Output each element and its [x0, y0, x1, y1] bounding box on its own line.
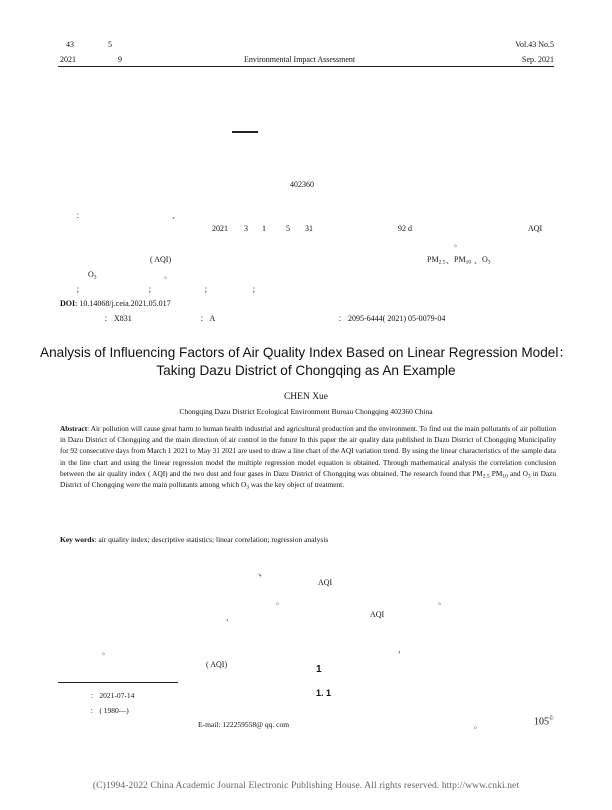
header-volume-en: Vol.43 No.5: [515, 40, 554, 49]
header-journal-en: Environmental Impact Assessment: [244, 55, 356, 64]
author-en: CHEN Xue: [283, 392, 329, 402]
keywords-en: Key words: air quality index; descriptive statistics; linear correlation; regression analysis: [60, 535, 329, 544]
body-aqi-1: AQI: [318, 578, 333, 587]
body-dot-2: 。: [438, 597, 446, 606]
clc-number: ： X831: [104, 314, 132, 323]
footnote-end-dot: 。: [474, 721, 482, 730]
page-number: 105©: [534, 716, 554, 728]
abstract-cn-dot2: 。: [164, 271, 172, 280]
header-date-en: Sep. 2021: [522, 55, 554, 64]
abstract-cn-days: 92 d: [398, 224, 412, 233]
article-title-en: Analysis of Influencing Factors of Air Quality Index Based on Linear Regression Model：Taking Dazu District of Chongqing as An Example: [40, 345, 572, 378]
abstract-cn-aqi: AQI: [528, 224, 543, 233]
abstract-cn-o3-b: $O_3$: [88, 270, 97, 281]
body-aqi-2: AQI: [370, 610, 385, 619]
footnote-rule: [58, 682, 178, 683]
abstract-cn-o3: $O_3$: [482, 255, 491, 266]
affiliation-en: Chongqing Dazu District Ecological Environment Bureau Chongqing 402360 China: [179, 407, 433, 416]
abstract-cn-dot1: 。: [454, 239, 462, 248]
abstract-cn-sep1: 、: [446, 256, 454, 265]
cnki-footer-notice: (C)1994-2022 China Academic Journal Electronic Publishing House. All rights reserved. http://www.cnki.net: [92, 781, 520, 791]
section-heading-1: 1: [316, 664, 322, 675]
keywords-label: Key words: [60, 535, 95, 544]
postcode: 402360: [290, 180, 314, 189]
body-comma-2: ，: [398, 645, 406, 654]
header-issue-cn: 5: [108, 40, 112, 49]
footnote-received-date: ： 2021-07-14: [90, 691, 135, 700]
abstract-cn-dun: 、: [172, 211, 180, 220]
abstract-cn-pm25: $PM_{2.5}$: [427, 255, 446, 266]
abstract-cn-pm10: $PM_{10}$: [454, 255, 472, 266]
section-heading-1-1: 1. 1: [316, 688, 332, 698]
body-comma-1: ，: [226, 613, 234, 622]
abstract-label: Abstract: [60, 424, 88, 433]
header-rule: [58, 66, 554, 67]
footnote-author-bio: ： ( 1980—): [90, 706, 129, 715]
abstract-cn-month2: 5: [286, 224, 290, 233]
header-year-cn: 2021: [60, 55, 76, 64]
abstract-en: Abstract: Air pollution will cause great harm to human health industrial and agricultural production and the environment. To find out the main pollutants of air pollution in Dazu District of Chongqing and the main direction of air control in the future In this paper the air quality data published in Dazu District of Chongqing Municipality for 92 consecutive days from March 1 2021 to May 31 2021 are used to draw a line chart of the AQI variation trend. By using the linear characteristics of the sample data in the line chart and using the linear regression model the multiple regression model equation is obtained. Through mathematical analysis the correlation conclusion between the air quality index ( AQI) and the two dust and four gases in Dazu District of Chongqing was obtained. The research found that $PM_{2.5}$ $PM_{10}$ and $O_3$ in Dazu District of Chongqing were the main pollutants among which $O_3$ was the key object of treatment.: [60, 424, 556, 491]
abstract-cn-day1: 1: [262, 224, 266, 233]
header-volume-cn: 43: [66, 40, 74, 49]
abstract-cn-paren-aqi: ( AQI): [150, 255, 172, 264]
body-dot-1: 。: [276, 597, 284, 606]
keywords-cn-semi2: ；: [148, 285, 156, 294]
abstract-cn-colon: ：: [76, 211, 84, 220]
header-month-cn: 9: [118, 55, 122, 64]
abstract-cn-day2: 31: [305, 224, 313, 233]
keywords-cn-semi3: ；: [204, 285, 212, 294]
body-dot-3: 。: [102, 647, 110, 656]
title-dash-mark: [232, 131, 258, 133]
document-code: ： A: [200, 314, 216, 323]
abstract-cn-year: 2021: [212, 224, 228, 233]
keywords-cn-semi1: ；: [76, 285, 84, 294]
body-paren-aqi: ( AQI): [206, 660, 228, 669]
body-dun-mark: 、: [258, 568, 268, 579]
doi-line: DOI: 10.14068/j.ceia.2021.05.017: [60, 299, 171, 308]
abstract-cn-month1: 3: [244, 224, 248, 233]
abstract-cn-sep2: 、: [474, 256, 482, 265]
footnote-email: E-mail: 122259558@ qq. com: [198, 720, 290, 729]
keywords-cn-semi4: ；: [252, 285, 260, 294]
article-number: ： 2095-6444( 2021) 05-0079-04: [338, 314, 446, 323]
